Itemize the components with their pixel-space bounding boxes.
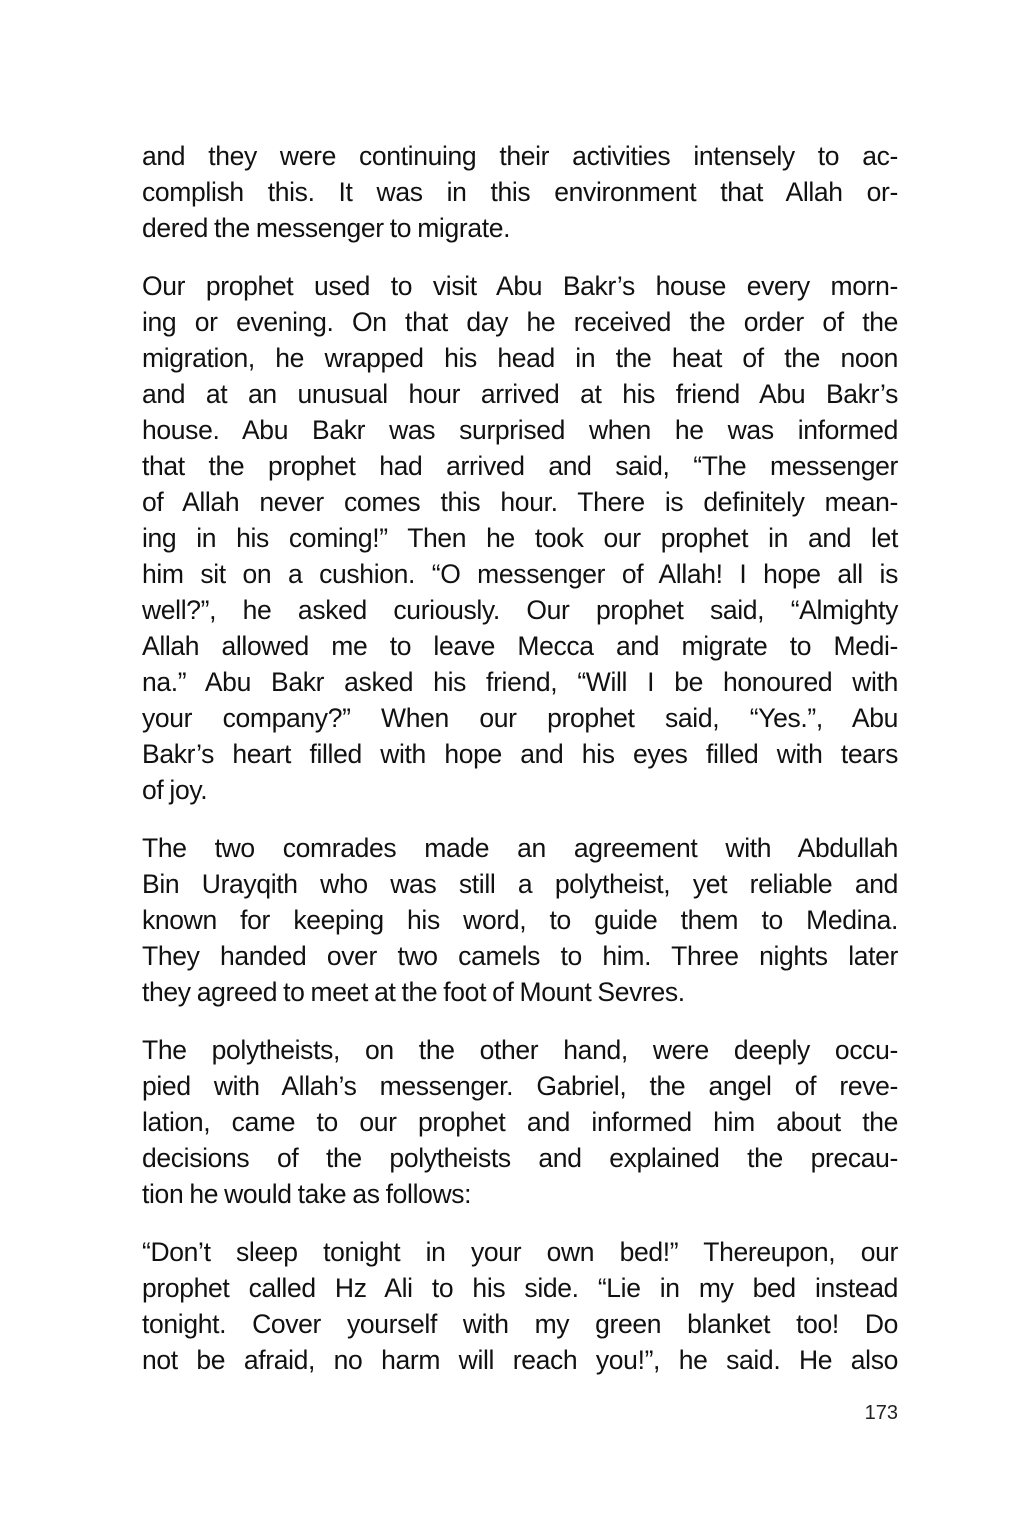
text-line: house. Abu Bakr was surprised when he was informed	[142, 415, 898, 445]
text-line: dered the messenger to migrate.	[142, 213, 511, 243]
text-line: tion he would take as follows:	[142, 1179, 472, 1209]
text-line: The two comrades made an agreement with Abdullah	[142, 833, 898, 863]
text-line: not be afraid, no harm will reach you!”, he said. He also	[142, 1345, 898, 1375]
text-line: him sit on a cushion. “O messenger of Allah! I hope all is	[142, 559, 898, 589]
text-line: of Allah never comes this hour. There is definitely mean-	[142, 487, 898, 517]
page-body	[142, 138, 898, 1400]
text-line: and they were continuing their activities intensely to ac-	[142, 141, 898, 171]
text-line: of joy.	[142, 775, 208, 805]
paragraph	[142, 1234, 898, 1378]
text-line: pied with Allah’s messenger. Gabriel, the angel of reve-	[142, 1071, 898, 1101]
text-line: decisions of the polytheists and explained the precau-	[142, 1143, 898, 1173]
text-line: complish this. It was in this environment that Allah or-	[142, 177, 898, 207]
paragraph	[142, 1032, 898, 1212]
paragraph	[142, 830, 898, 1010]
text-line: and at an unusual hour arrived at his friend Abu Bakr’s	[142, 379, 898, 409]
text-line: known for keeping his word, to guide them to Medina.	[142, 905, 898, 935]
text-line: migration, he wrapped his head in the heat of the noon	[142, 343, 898, 373]
text-line: well?”, he asked curiously. Our prophet said, “Almighty	[142, 595, 898, 625]
paragraph	[142, 268, 898, 808]
text-line: your company?” When our prophet said, “Yes.”, Abu	[142, 703, 898, 733]
text-line: na.” Abu Bakr asked his friend, “Will I be honoured with	[142, 667, 898, 697]
text-line: Bakr’s heart filled with hope and his eyes filled with tears	[142, 739, 898, 769]
page-number: 173	[864, 1402, 898, 1424]
text-line: ing or evening. On that day he received the order of the	[142, 307, 898, 337]
text-line: lation, came to our prophet and informed him about the	[142, 1107, 898, 1137]
text-line: ing in his coming!” Then he took our prophet in and let	[142, 523, 898, 553]
text-line: that the prophet had arrived and said, “The messenger	[142, 451, 898, 481]
text-line: Our prophet used to visit Abu Bakr’s house every morn-	[142, 271, 898, 301]
text-line: They handed over two camels to him. Three nights later	[142, 941, 898, 971]
text-line: Allah allowed me to leave Mecca and migrate to Medi-	[142, 631, 898, 661]
text-line: tonight. Cover yourself with my green blanket too! Do	[142, 1309, 898, 1339]
text-line: prophet called Hz Ali to his side. “Lie in my bed instead	[142, 1273, 898, 1303]
text-line: they agreed to meet at the foot of Mount Sevres.	[142, 977, 685, 1007]
text-line: The polytheists, on the other hand, were deeply occu-	[142, 1035, 898, 1065]
paragraph	[142, 138, 898, 246]
text-line: “Don’t sleep tonight in your own bed!” Thereupon, our	[142, 1237, 898, 1267]
text-line: Bin Urayqith who was still a polytheist, yet reliable and	[142, 869, 898, 899]
